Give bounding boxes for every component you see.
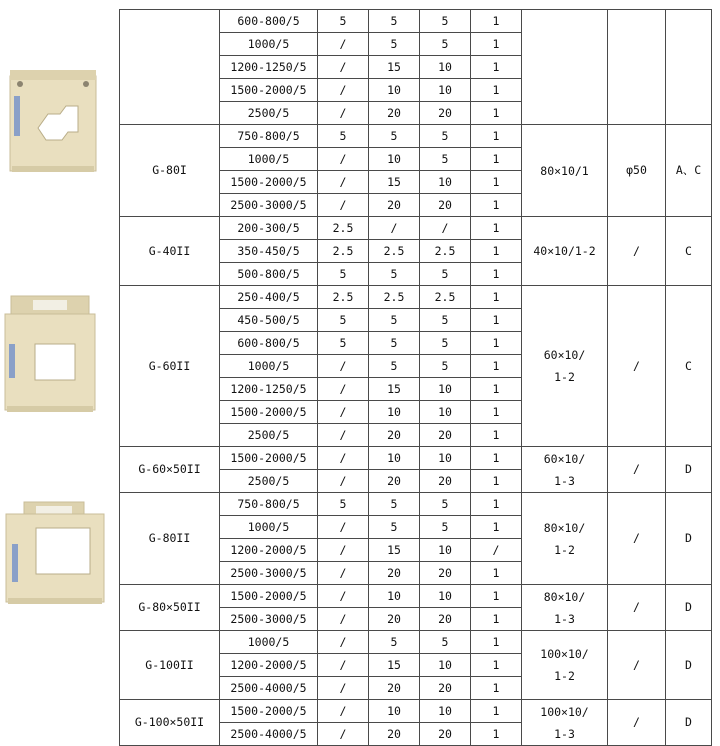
value-cell: 5 (420, 631, 471, 654)
value-cell: 10 (420, 56, 471, 79)
value-cell: 5 (420, 33, 471, 56)
ratio-cell: 1000/5 (220, 355, 318, 378)
transformer-g80ii-image (4, 500, 108, 610)
value-cell: 20 (420, 562, 471, 585)
value-cell: 20 (369, 677, 420, 700)
value-cell: 5 (369, 516, 420, 539)
value-cell: 2.5 (369, 286, 420, 309)
ratio-cell: 200-300/5 (220, 217, 318, 240)
ratio-cell: 750-800/5 (220, 125, 318, 148)
ratio-cell: 1000/5 (220, 631, 318, 654)
table-row (120, 585, 712, 608)
spec-table (119, 9, 712, 746)
value-cell: / (318, 516, 369, 539)
value-cell: 1 (471, 654, 522, 677)
value-cell: / (318, 79, 369, 102)
value-cell: 20 (369, 424, 420, 447)
table-row (120, 493, 712, 516)
window-size-cell: 40×10/1-2 (522, 217, 608, 286)
window-size-cell: 60×10/ 1-2 (522, 286, 608, 447)
model-cell: G-100II (120, 631, 220, 700)
model-cell: G-80×50II (120, 585, 220, 631)
value-cell: 5 (420, 516, 471, 539)
hole-cell: / (608, 493, 666, 585)
value-cell: 10 (369, 401, 420, 424)
mount-cell: A、C (666, 125, 712, 217)
hole-cell: / (608, 286, 666, 447)
value-cell: / (318, 148, 369, 171)
table-row (120, 447, 712, 470)
value-cell: 1 (471, 286, 522, 309)
value-cell: 20 (420, 677, 471, 700)
value-cell: / (318, 470, 369, 493)
value-cell: 10 (420, 585, 471, 608)
value-cell: 5 (420, 309, 471, 332)
value-cell: / (318, 585, 369, 608)
value-cell: / (318, 562, 369, 585)
ratio-cell: 450-500/5 (220, 309, 318, 332)
value-cell: 2.5 (318, 217, 369, 240)
hole-cell: / (608, 585, 666, 631)
value-cell: / (318, 700, 369, 723)
ratio-cell: 2500/5 (220, 102, 318, 125)
value-cell: / (318, 401, 369, 424)
value-cell: / (318, 194, 369, 217)
value-cell: 1 (471, 148, 522, 171)
window-size-cell: 100×10/ 1-2 (522, 631, 608, 700)
ratio-cell: 1500-2000/5 (220, 700, 318, 723)
ratio-cell: 750-800/5 (220, 493, 318, 516)
mount-cell: D (666, 631, 712, 700)
hole-cell (608, 10, 666, 125)
value-cell: 5 (369, 631, 420, 654)
ratio-cell: 350-450/5 (220, 240, 318, 263)
value-cell: 15 (369, 56, 420, 79)
value-cell: 1 (471, 608, 522, 631)
value-cell: 20 (420, 723, 471, 746)
ratio-cell: 2500/5 (220, 470, 318, 493)
value-cell: / (318, 102, 369, 125)
value-cell: 2.5 (420, 286, 471, 309)
value-cell: / (318, 171, 369, 194)
ratio-cell: 1000/5 (220, 33, 318, 56)
value-cell: / (318, 539, 369, 562)
hole-cell: φ50 (608, 125, 666, 217)
hole-cell: / (608, 217, 666, 286)
value-cell: 1 (471, 309, 522, 332)
mount-cell: C (666, 286, 712, 447)
ratio-cell: 600-800/5 (220, 10, 318, 33)
ratio-cell: 1500-2000/5 (220, 585, 318, 608)
value-cell: 1 (471, 102, 522, 125)
value-cell: 5 (420, 263, 471, 286)
value-cell: 2.5 (318, 240, 369, 263)
value-cell: 5 (369, 493, 420, 516)
value-cell: 5 (369, 332, 420, 355)
mount-cell: D (666, 493, 712, 585)
value-cell: 10 (420, 171, 471, 194)
value-cell: 20 (420, 608, 471, 631)
value-cell: 10 (420, 447, 471, 470)
value-cell: 15 (369, 171, 420, 194)
ratio-cell: 1500-2000/5 (220, 447, 318, 470)
table-row (120, 10, 712, 33)
ratio-cell: 1500-2000/5 (220, 401, 318, 424)
window-size-cell: 80×10/1 (522, 125, 608, 217)
value-cell: 15 (369, 539, 420, 562)
value-cell: 15 (369, 378, 420, 401)
value-cell: 1 (471, 263, 522, 286)
value-cell: 5 (318, 10, 369, 33)
value-cell: 1 (471, 700, 522, 723)
value-cell: / (369, 217, 420, 240)
value-cell: 1 (471, 493, 522, 516)
value-cell: 5 (369, 10, 420, 33)
table-row (120, 700, 712, 723)
value-cell: 1 (471, 516, 522, 539)
ratio-cell: 2500-3000/5 (220, 608, 318, 631)
transformer-g60ii-image (3, 292, 97, 416)
value-cell: 1 (471, 33, 522, 56)
value-cell: 1 (471, 631, 522, 654)
product-image-column (0, 0, 120, 713)
value-cell: 2.5 (420, 240, 471, 263)
value-cell: 1 (471, 194, 522, 217)
value-cell: 5 (369, 309, 420, 332)
value-cell: 10 (369, 148, 420, 171)
value-cell: 1 (471, 240, 522, 263)
value-cell: 10 (369, 79, 420, 102)
value-cell: 20 (420, 194, 471, 217)
value-cell: / (318, 677, 369, 700)
mount-cell: D (666, 447, 712, 493)
model-cell: G-80I (120, 125, 220, 217)
value-cell: 1 (471, 677, 522, 700)
model-cell: G-100×50II (120, 700, 220, 746)
ratio-cell: 600-800/5 (220, 332, 318, 355)
mount-cell: D (666, 700, 712, 746)
ratio-cell: 1200-1250/5 (220, 56, 318, 79)
table-row (120, 217, 712, 240)
value-cell: 10 (420, 539, 471, 562)
value-cell: 1 (471, 424, 522, 447)
value-cell: 1 (471, 585, 522, 608)
window-size-cell (522, 10, 608, 125)
value-cell: 5 (369, 263, 420, 286)
ratio-cell: 1500-2000/5 (220, 171, 318, 194)
transformer-g80i-image (6, 66, 100, 176)
ratio-cell: 2500-4000/5 (220, 677, 318, 700)
value-cell: / (318, 608, 369, 631)
model-cell: G-60II (120, 286, 220, 447)
value-cell: 20 (369, 608, 420, 631)
value-cell: 20 (420, 102, 471, 125)
value-cell: / (318, 654, 369, 677)
window-size-cell: 100×10/ 1-3 (522, 700, 608, 746)
value-cell: 5 (369, 355, 420, 378)
mount-cell (666, 10, 712, 125)
value-cell: 1 (471, 56, 522, 79)
value-cell: 10 (369, 447, 420, 470)
ratio-cell: 1000/5 (220, 516, 318, 539)
value-cell: 5 (420, 355, 471, 378)
value-cell: 5 (318, 332, 369, 355)
ratio-cell: 2500-3000/5 (220, 194, 318, 217)
hole-cell: / (608, 700, 666, 746)
value-cell: 1 (471, 125, 522, 148)
value-cell: / (420, 217, 471, 240)
model-cell: G-60×50II (120, 447, 220, 493)
value-cell: 5 (318, 309, 369, 332)
value-cell: 20 (420, 424, 471, 447)
value-cell: 5 (420, 332, 471, 355)
window-size-cell: 80×10/ 1-2 (522, 493, 608, 585)
ratio-cell: 250-400/5 (220, 286, 318, 309)
value-cell: 2.5 (369, 240, 420, 263)
value-cell: 20 (420, 470, 471, 493)
table-row (120, 631, 712, 654)
ratio-cell: 1500-2000/5 (220, 79, 318, 102)
value-cell: / (318, 424, 369, 447)
value-cell: / (471, 539, 522, 562)
value-cell: 10 (420, 79, 471, 102)
value-cell: 20 (369, 562, 420, 585)
value-cell: / (318, 56, 369, 79)
value-cell: 10 (420, 700, 471, 723)
value-cell: 20 (369, 470, 420, 493)
value-cell: 1 (471, 79, 522, 102)
window-size-cell: 60×10/ 1-3 (522, 447, 608, 493)
value-cell: 10 (420, 401, 471, 424)
ratio-cell: 2500-4000/5 (220, 723, 318, 746)
value-cell: 5 (420, 10, 471, 33)
value-cell: 5 (318, 125, 369, 148)
ratio-cell: 2500-3000/5 (220, 562, 318, 585)
value-cell: 5 (318, 493, 369, 516)
ratio-cell: 500-800/5 (220, 263, 318, 286)
value-cell: 1 (471, 10, 522, 33)
hole-cell: / (608, 631, 666, 700)
value-cell: 1 (471, 332, 522, 355)
value-cell: 1 (471, 355, 522, 378)
table-row (120, 125, 712, 148)
ratio-cell: 1000/5 (220, 148, 318, 171)
value-cell: / (318, 447, 369, 470)
ratio-cell: 1200-2000/5 (220, 539, 318, 562)
value-cell: 1 (471, 378, 522, 401)
table-row (120, 286, 712, 309)
window-size-cell: 80×10/ 1-3 (522, 585, 608, 631)
hole-cell: / (608, 447, 666, 493)
value-cell: 20 (369, 102, 420, 125)
value-cell: 1 (471, 171, 522, 194)
value-cell: 15 (369, 654, 420, 677)
value-cell: 1 (471, 217, 522, 240)
value-cell: 5 (318, 263, 369, 286)
value-cell: 1 (471, 401, 522, 424)
value-cell: 2.5 (318, 286, 369, 309)
value-cell: 10 (369, 700, 420, 723)
model-cell (120, 10, 220, 125)
value-cell: 5 (420, 148, 471, 171)
value-cell: 1 (471, 470, 522, 493)
ratio-cell: 2500/5 (220, 424, 318, 447)
value-cell: 5 (420, 493, 471, 516)
value-cell: / (318, 723, 369, 746)
value-cell: 10 (369, 585, 420, 608)
ratio-cell: 1200-2000/5 (220, 654, 318, 677)
value-cell: / (318, 378, 369, 401)
value-cell: 5 (369, 125, 420, 148)
spec-table-body (120, 10, 712, 746)
value-cell: 5 (369, 33, 420, 56)
model-cell: G-40II (120, 217, 220, 286)
value-cell: 20 (369, 194, 420, 217)
value-cell: / (318, 355, 369, 378)
mount-cell: D (666, 585, 712, 631)
value-cell: 10 (420, 378, 471, 401)
model-cell: G-80II (120, 493, 220, 585)
value-cell: 10 (420, 654, 471, 677)
value-cell: 20 (369, 723, 420, 746)
mount-cell: C (666, 217, 712, 286)
value-cell: / (318, 33, 369, 56)
value-cell: 1 (471, 447, 522, 470)
value-cell: 5 (420, 125, 471, 148)
value-cell: / (318, 631, 369, 654)
ratio-cell: 1200-1250/5 (220, 378, 318, 401)
value-cell: 1 (471, 723, 522, 746)
value-cell: 1 (471, 562, 522, 585)
